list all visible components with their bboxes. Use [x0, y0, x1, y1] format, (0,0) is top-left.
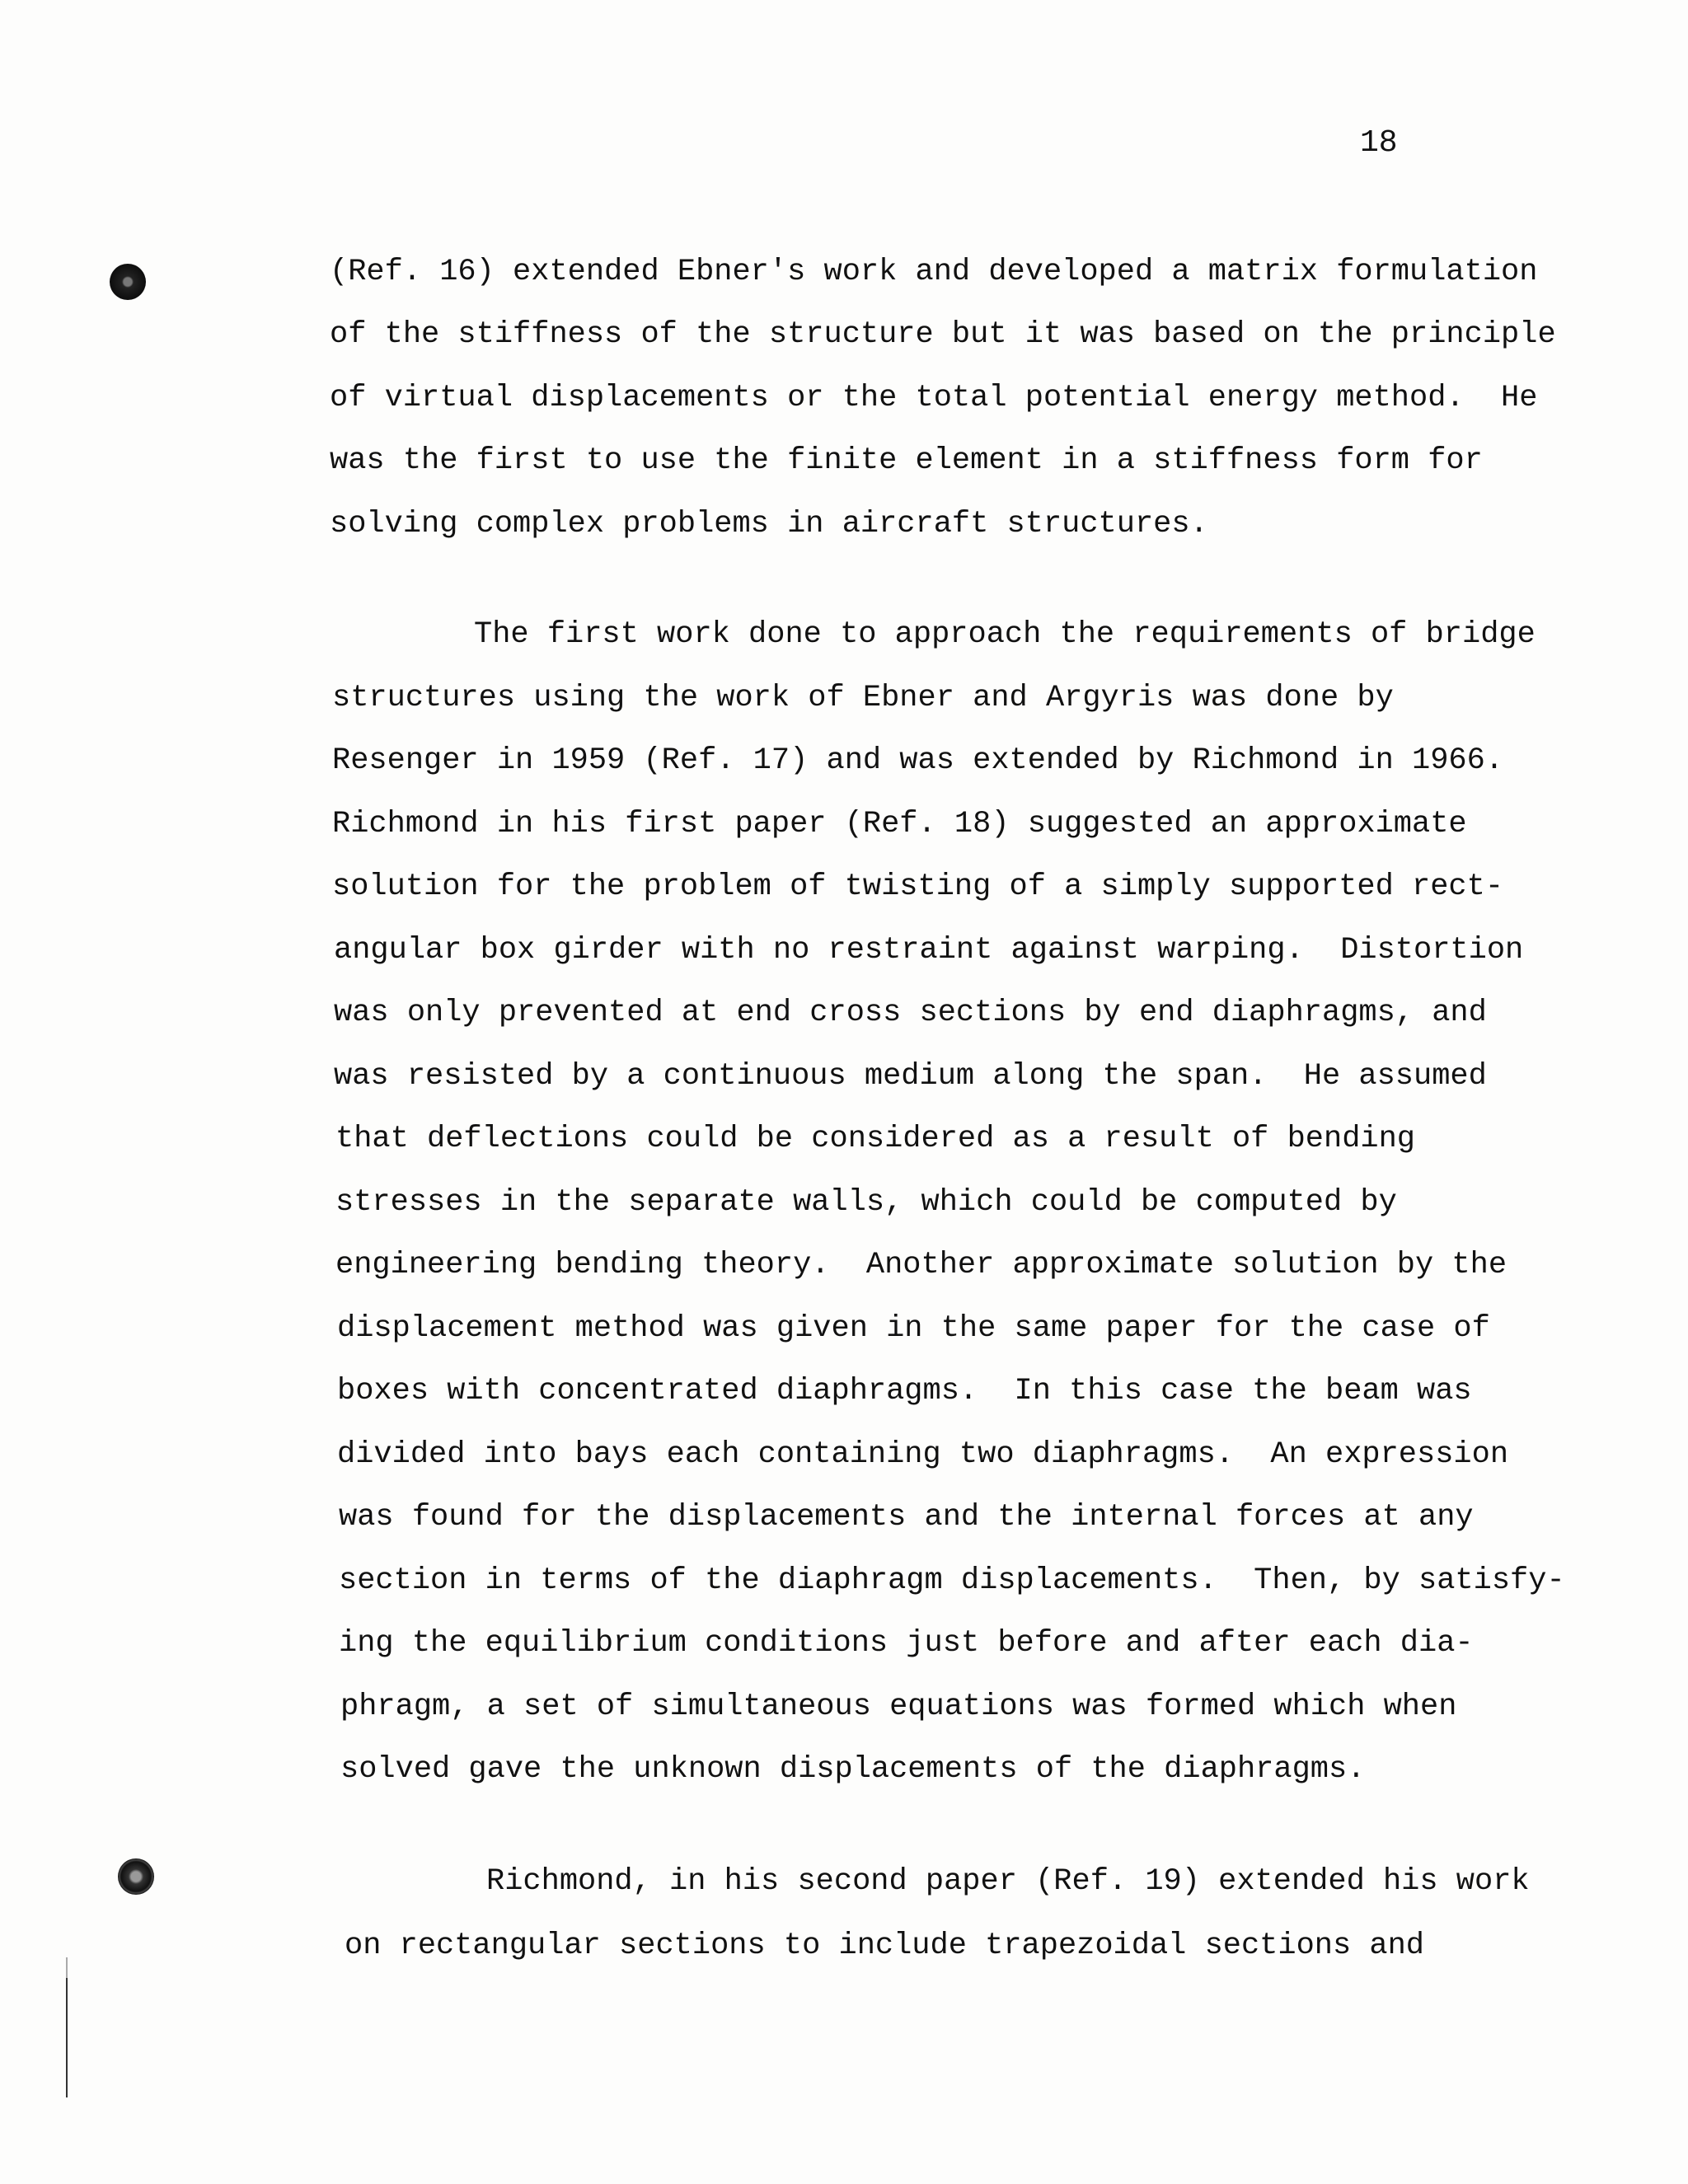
binder-hole-icon	[118, 1858, 154, 1895]
text-line: was found for the displacements and the internal forces at any	[339, 1500, 1474, 1535]
text-line: of the stiffness of the structure but it was based on the principle	[330, 317, 1556, 352]
text-line: was the first to use the finite element in a stiffness form for	[330, 443, 1483, 478]
text-line: divided into bays each containing two diaphragms. An expression	[337, 1437, 1509, 1472]
text-line: section in terms of the diaphragm displacements. Then, by satisfy-	[339, 1563, 1565, 1598]
text-line: phragm, a set of simultaneous equations was formed which when	[340, 1690, 1457, 1724]
binder-hole-icon	[110, 264, 146, 300]
text-line: angular box girder with no restraint against warping. Distortion	[334, 933, 1524, 968]
text-line: was only prevented at end cross sections by end diaphragms, and	[334, 996, 1487, 1030]
text-line: Resenger in 1959 (Ref. 17) and was extended by Richmond in 1966.	[332, 743, 1504, 778]
text-line: Richmond in his first paper (Ref. 18) suggested an approximate	[332, 807, 1467, 841]
text-line: Richmond, in his second paper (Ref. 19) extended his work	[486, 1864, 1530, 1899]
margin-mark	[66, 1978, 68, 2097]
text-line: stresses in the separate walls, which could be computed by	[335, 1185, 1397, 1220]
text-line: solution for the problem of twisting of a simply supported rect-	[332, 869, 1504, 904]
text-line: was resisted by a continuous medium along the span. He assumed	[334, 1059, 1487, 1094]
text-line: displacement method was given in the same paper for the case of	[337, 1311, 1490, 1346]
text-line: engineering bending theory. Another approximate solution by the	[335, 1248, 1507, 1282]
text-line: solving complex problems in aircraft structures.	[330, 507, 1208, 541]
text-line: The first work done to approach the requirements of bridge	[474, 617, 1536, 652]
text-line: on rectangular sections to include trapezoidal sections and	[345, 1929, 1425, 1963]
text-line: solved gave the unknown displacements of the diaphragms.	[340, 1752, 1366, 1787]
text-line: structures using the work of Ebner and Argyris was done by	[332, 681, 1394, 715]
text-line: of virtual displacements or the total potential energy method. He	[330, 381, 1538, 415]
text-line: that deflections could be considered as a result of bending	[335, 1122, 1416, 1156]
page-number: 18	[1360, 125, 1398, 161]
text-line: ing the equilibrium conditions just before and after each dia-	[339, 1626, 1474, 1661]
text-line: (Ref. 16) extended Ebner's work and developed a matrix formulation	[330, 255, 1538, 289]
text-line: boxes with concentrated diaphragms. In this case the beam was	[337, 1374, 1472, 1408]
